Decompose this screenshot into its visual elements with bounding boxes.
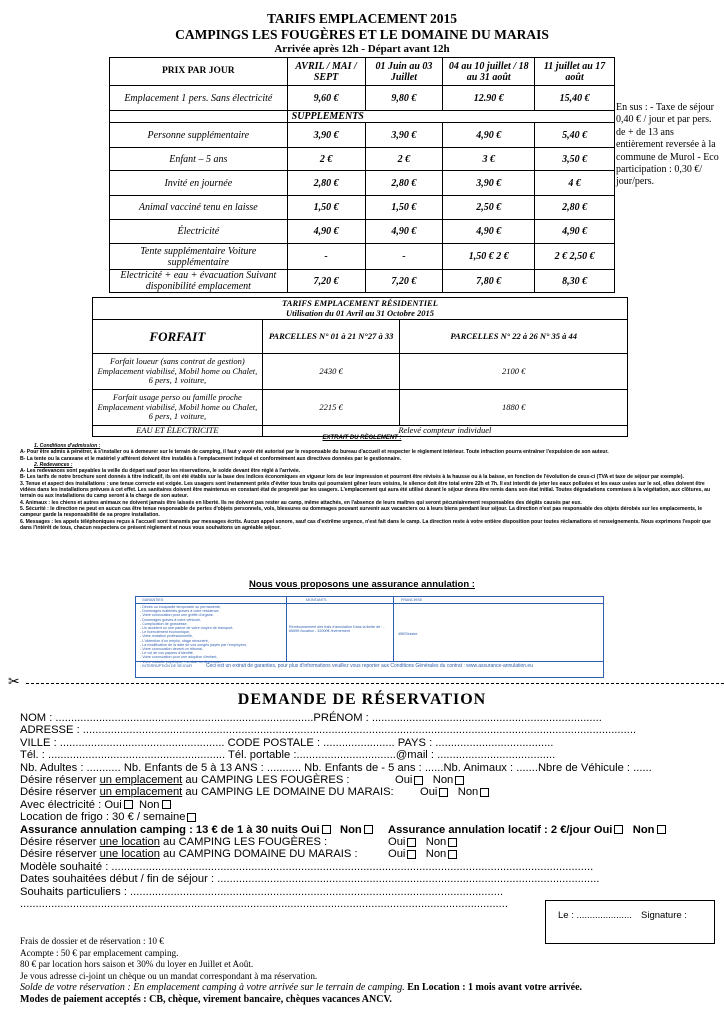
side-note: En sus : - Taxe de séjour 0,40 € / jour et par pers. de + de 13 ans entièrement reversée à la commune de Murol - Eco participation : 0,30 €/ jour/pers.	[616, 102, 719, 188]
rule-h: 6. Messages : les appels téléphoniques reçus à l'accueil sont transmis par messages écrits. Aucun appel sonore, sauf cas d'extrême urgence, n'est fait dans le camp. La direction reste à votre entière disposition pour toutes réclamations et renseignements. Nous exprimons l'espoir que dans l'intérêt de tous, chacun respectera ce présent règlement et nous vous souhaitons un agréable séjour.	[20, 518, 711, 531]
price-cell: 2 € 2,50 €	[535, 244, 615, 270]
period-3: 11 juillet au 17 août	[535, 58, 615, 86]
fees-text: Frais de dossier et de réservation : 10 €	[20, 936, 164, 946]
ins-item: - Votre convocation devant un tribunal,	[140, 647, 203, 652]
ins-item: - Décès ou incapacité temporaire ou permanente,	[140, 605, 221, 609]
price-cell: 2,50 €	[443, 196, 535, 220]
checkbox[interactable]	[187, 813, 196, 822]
tariff-table	[109, 57, 615, 293]
insurance-row: Assurance annulation camping : 13 € de 1 à 30 nuits Oui Non Assurance annulation locatif : 2 €/jour Oui Non	[20, 824, 720, 836]
price-cell: 3,90 €	[443, 171, 535, 196]
checkbox[interactable]	[480, 788, 489, 797]
tariff-row	[110, 220, 615, 244]
price-cell: Relevé compteur individuel	[262, 426, 627, 437]
header-title-2: CAMPINGS LES FOUGÈRES ET LE DOMAINE DU MARAIS	[175, 27, 549, 42]
price-cell: 15,40 €	[535, 86, 615, 111]
emplacement-fougeres-row: Désire réserver un emplacement au CAMPING LES FOUGÈRES : Oui Non	[20, 774, 720, 786]
residential-title: TARIFS EMPLACEMENT RÉSIDENTIEL	[282, 298, 438, 308]
insurance-title: Nous vous proposons une assurance annulation :	[249, 579, 475, 590]
price-cell: -	[287, 244, 365, 270]
price-cell: 7,20 €	[365, 270, 443, 293]
checkbox[interactable]	[414, 776, 423, 785]
col-head: PRIX PAR JOUR	[110, 58, 288, 86]
rules-title: EXTRAIT DU RÈGLEMENT :	[322, 435, 402, 441]
supplements-title: SUPPLEMENTS	[287, 111, 614, 123]
modes-text: Modes de paiement acceptés : CB, chèque, virement bancaire, chèques vacances ANCV.	[20, 994, 392, 1005]
insurance-box	[135, 596, 604, 678]
residential-row	[93, 354, 628, 390]
solde-text: Solde de votre réservation : En emplacement camping à votre arrivée sur le terrain de camping. En Location : 1 mois avant votre arrivée.	[20, 982, 583, 993]
row-label: Personne supplémentaire	[110, 123, 288, 148]
forfait-title: FORFAIT	[93, 320, 263, 354]
checkbox[interactable]	[657, 825, 666, 834]
checkbox[interactable]	[322, 825, 331, 834]
tariff-row	[110, 196, 615, 220]
date-field[interactable]: Le : .....................	[558, 910, 632, 921]
emplacement-marais-row: Désire réserver un emplacement au CAMPING LE DOMAINE DU MARAIS: Oui Non	[20, 786, 720, 798]
price-cell: 4,90 €	[535, 220, 615, 244]
price-cell: 2100 €	[400, 354, 628, 390]
price-cell: 2430 €	[262, 354, 400, 390]
ville-field[interactable]: VILLE : ..................................................... CODE POSTALE : ....................... PAYS : ......................................	[20, 736, 554, 749]
checkbox[interactable]	[448, 850, 457, 859]
residential-row	[93, 390, 628, 426]
loyer-text: 80 € par location hors saison et 30% du loyer en Juillet et Août.	[20, 959, 254, 969]
tariff-row	[110, 123, 615, 148]
location-fougeres-row: Désire réserver une location au CAMPING LES FOUGÈRES : Oui Non	[20, 836, 720, 848]
price-cell: 2 €	[287, 148, 365, 171]
ins-item: - Un accident ou une panne de votre moyen de transport,	[140, 626, 234, 631]
tariff-row	[110, 270, 615, 293]
ins-item: - Dommages matériels graves à votre résidence,	[140, 609, 220, 614]
price-cell: 8,30 €	[535, 270, 615, 293]
row-label: Enfant – 5 ans	[110, 148, 288, 171]
ins-header-2: FRANCHISE	[401, 598, 423, 602]
ins-item: - Dommages graves à votre véhicule,	[140, 617, 202, 622]
row-label: Forfait loueur (sans contrat de gestion) Emplacement viabilisé, Mobil home ou Chalet, 6 pers, 1 voiture,	[93, 354, 263, 390]
checkbox[interactable]	[407, 850, 416, 859]
rule-f: 4. Animaux : les chiens et autres animaux ne doivent jamais être laissés en liberté. Ils ne doivent pas rester au camp, même attachés, en l'absence de leurs maîtres qui seront pécuniairement responsables des dégâts causés par eux.	[20, 499, 582, 506]
period-1: 01 Juin au 03 Juillet	[365, 58, 443, 86]
tariff-row	[110, 148, 615, 171]
checkbox[interactable]	[448, 838, 457, 847]
ins-franchise: 45€/Sinistre	[398, 632, 418, 636]
ins-header-0: GARANTIES	[142, 598, 164, 602]
row-label: Tente supplémentaire Voiture supplémentaire	[110, 244, 288, 270]
price-cell: 2,80 €	[287, 171, 365, 196]
checkbox[interactable]	[162, 800, 171, 809]
tariff-row	[110, 244, 615, 270]
location-marais-row: Désire réserver une location au CAMPING DOMAINE DU MARAIS : Oui Non	[20, 848, 720, 860]
row-label: Forfait usage perso ou famille proche Emplacement viabilisé, Mobil home ou Chalet, 6 pers, 1 voiture,	[93, 390, 263, 426]
supplements-row	[110, 111, 615, 123]
ins-item: - Le licenciement économique,	[140, 630, 191, 635]
price-cell: 2215 €	[262, 390, 400, 426]
price-cell: 7,80 €	[443, 270, 535, 293]
row-label: Electricité + eau + évacuation Suivant disponibilité emplacement	[110, 270, 288, 293]
price-cell: 12.90 €	[443, 86, 535, 111]
souhaits-extra-line[interactable]: .............................................................................................................................................................	[20, 898, 508, 911]
header-subtitle: Arrivée après 12h - Départ avant 12h	[274, 43, 450, 55]
checkbox[interactable]	[439, 788, 448, 797]
rule-b: B- La tente ou la caravane et le matériel y afférent doivent être installés à l'emplacement indiqué et conformément aux directives données par le gestionnaire.	[20, 455, 402, 462]
price-cell: 4,90 €	[443, 123, 535, 148]
souhaits-field[interactable]: Souhaits particuliers : ........................................................................................................................	[20, 885, 504, 898]
adresse-field[interactable]: ADRESSE : ..................................................................................................................................................................................	[20, 724, 637, 737]
checkbox[interactable]	[614, 825, 623, 834]
price-cell: 3,90 €	[287, 123, 365, 148]
ins-header-1: MONTANTS	[306, 598, 327, 602]
price-cell: 1,50 €	[287, 196, 365, 220]
price-cell: 4,90 €	[443, 220, 535, 244]
price-cell: 3 €	[443, 148, 535, 171]
ins-item: - Le vol de vos papiers d'identité,	[140, 651, 194, 656]
price-cell: 4,90 €	[287, 220, 365, 244]
tariff-row	[110, 171, 615, 196]
nom-field[interactable]: NOM : ...................................................................................PRÉNOM : ..........................................................................	[20, 712, 602, 724]
cheque-text: Je vous adresse ci-joint un chèque ou un mandat correspondant à ma réservation.	[20, 970, 318, 981]
price-cell: 7,20 €	[287, 270, 365, 293]
ins-item: - La modification de la date de vos congés payés par l'employeur,	[140, 642, 247, 647]
signature-label: Signature :	[641, 910, 687, 921]
price-cell: -	[365, 244, 443, 270]
modele-field[interactable]: Modèle souhaité : ...........................................................................................................................................................	[20, 860, 594, 873]
parcels-a: PARCELLES N° 01 à 21 N°27 à 33	[262, 320, 400, 354]
acompte-text: Acompte : 50 € par emplacement camping.	[20, 947, 179, 958]
residential-subtitle: Utilisation du 01 Avril au 31 Octobre 2015	[285, 307, 435, 318]
price-cell: 3,90 €	[365, 123, 443, 148]
checkbox[interactable]	[407, 838, 416, 847]
rule-e: 3. Tenue et aspect des installations : une tenue correcte est exigée. Les usagers sont instamment priés d'éviter tous bruits qui pourraient gêner leurs voisins, le silence doit être total entre 22h et 7h. Il est interdit de jeter les eaux polluées et les eaux usées sur le sol, elles doivent être vidées dans les installations prévues à cet effet. Les sanitaires doivent être maintenus en constant état de propreté par les usagers. L'emplacement qui aura été utilisé durant le séjour devra être remis dans son état initial. Toutes dégradations commises à la végétation, aux clôtures, au terrain ou aux installations du camp seront à la charge de son auteur.	[20, 480, 711, 500]
price-cell: 9,60 €	[287, 86, 365, 111]
price-cell: 9,80 €	[365, 86, 443, 111]
price-cell: 4 €	[535, 171, 615, 196]
row-label: Animal vacciné tenu en laisse	[110, 196, 288, 220]
ins-item: - L'obtention d'un emploi, stage rémunéré,	[140, 638, 209, 643]
price-cell: 2 €	[365, 148, 443, 171]
ins-item: - Votre maladie psychique, mentale ou dépressive,	[140, 659, 223, 664]
header-title-1: TARIFS EMPLACEMENT 2015	[266, 11, 457, 26]
rule-g: 5. Sécurité : le direction ne peut en aucun cas être tenue responsable de pertes d'objets personnels, vols, blessures ou dommages pouvant survenir aux vacanciers ou à leurs biens pendant leur séjour. La direction n'est pas responsable des objets dérobés sur les emplacements, le campeur garde la responsabilité de sa propre installation.	[20, 505, 703, 519]
ins-item: - INTERRUPTION DE SÉJOUR	[140, 663, 193, 668]
ins-item: - Votre convocation pour une adoption d'enfant,	[140, 655, 218, 660]
row-label: Invité en journée	[110, 171, 288, 196]
frigo-row: Location de frigo : 30 € / semaine	[20, 811, 720, 823]
rule-a: A- Pour être admis à pénétrer, à s'installer ou à demeurer sur le terrain de camping, il faut y avoir été autorisé par le responsable du bureau d'accueil et respecter le règlement intérieur. Toute infraction pourra entraîner l'expulsion de son auteur.	[20, 449, 609, 456]
price-cell: 5,40 €	[535, 123, 615, 148]
ins-item: - Complication de grossesse,	[140, 621, 188, 626]
checkbox[interactable]	[364, 825, 373, 834]
ins-amounts: Remboursement des frais d'annulation Dans la limite de : - 6500€ /location - 32000€ /évènement	[289, 625, 385, 634]
row-label: EAU ET ÉLECTRICITE	[93, 426, 263, 437]
cut-line	[26, 683, 724, 684]
count-field[interactable]: Nb. Adultes : ........... Nb. Enfants de 5 à 13 ANS : ........... Nb. Enfants de - 5 ans : ......Nb. Animaux : .......Nbre de Véhicule : ......	[20, 761, 652, 774]
tariff-row-base	[110, 86, 615, 111]
reservation-form	[20, 712, 720, 911]
period-0: AVRIL / MAI / SEPT	[287, 58, 365, 86]
ins-item: - Votre mutation professionnelle,	[140, 634, 193, 639]
rules-block	[20, 443, 712, 531]
ins-items	[140, 605, 284, 668]
period-2: 04 au 10 juillet / 18 au 31 août	[443, 58, 535, 86]
form-title: DEMANDE DE RÉSERVATION	[237, 691, 487, 708]
parcels-b: PARCELLES N° 22 à 26 N° 35 à 44	[400, 320, 628, 354]
row-label: Électricité	[110, 220, 288, 244]
tel-field[interactable]: Tél. : ......................................................... Tél. portable :................................@mail : ......................................	[20, 749, 556, 762]
row-label: Emplacement 1 pers. Sans électricité	[110, 86, 288, 111]
rules-section-1: 1. Conditions d'admission :	[34, 443, 101, 449]
payment-info	[20, 936, 720, 1006]
checkbox[interactable]	[124, 800, 133, 809]
price-cell: 3,50 €	[535, 148, 615, 171]
electricity-row: Avec électricité : Oui Non	[20, 799, 720, 811]
tariff-header-row	[110, 58, 615, 86]
checkbox[interactable]	[455, 776, 464, 785]
residential-table	[92, 297, 628, 437]
price-cell: 4,90 €	[365, 220, 443, 244]
price-cell: 1880 €	[400, 390, 628, 426]
price-cell: 1,50 €	[365, 196, 443, 220]
ins-item: - Votre convocation pour une greffe d'organe,	[140, 613, 214, 618]
rule-d: B- Les tarifs de notre brochure sont donnés à titre indicatif, ils ont été établis sur la base des indices économiques en vigueur lors de leur impression et pourront être révisés à la hausse ou à la baisse, en fonction de l'évolution de ceux-ci (TVA et taxe de séjour par exemple).	[20, 474, 684, 481]
price-cell: 1,50 € 2 €	[443, 244, 535, 270]
scissors-icon: ✂	[8, 675, 20, 690]
price-cell: 2,80 €	[535, 196, 615, 220]
ins-footer: Ceci est un extrait de garanties, pour plus d'informations veuillez vous reporter aux Conditions Générales du contrat : www.assurance-annulation.eu	[206, 663, 533, 669]
dates-field[interactable]: Dates souhaitées début / fin de séjour : ...........................................................................................................................	[20, 873, 600, 886]
rules-section-2: 2. Redevances :	[34, 461, 73, 468]
price-cell: 2,80 €	[365, 171, 443, 196]
rule-c: A- Les redevances sont payables la veille du départ sauf pour les réservations, le solde devant être réglé à l'arrivée.	[20, 468, 301, 475]
